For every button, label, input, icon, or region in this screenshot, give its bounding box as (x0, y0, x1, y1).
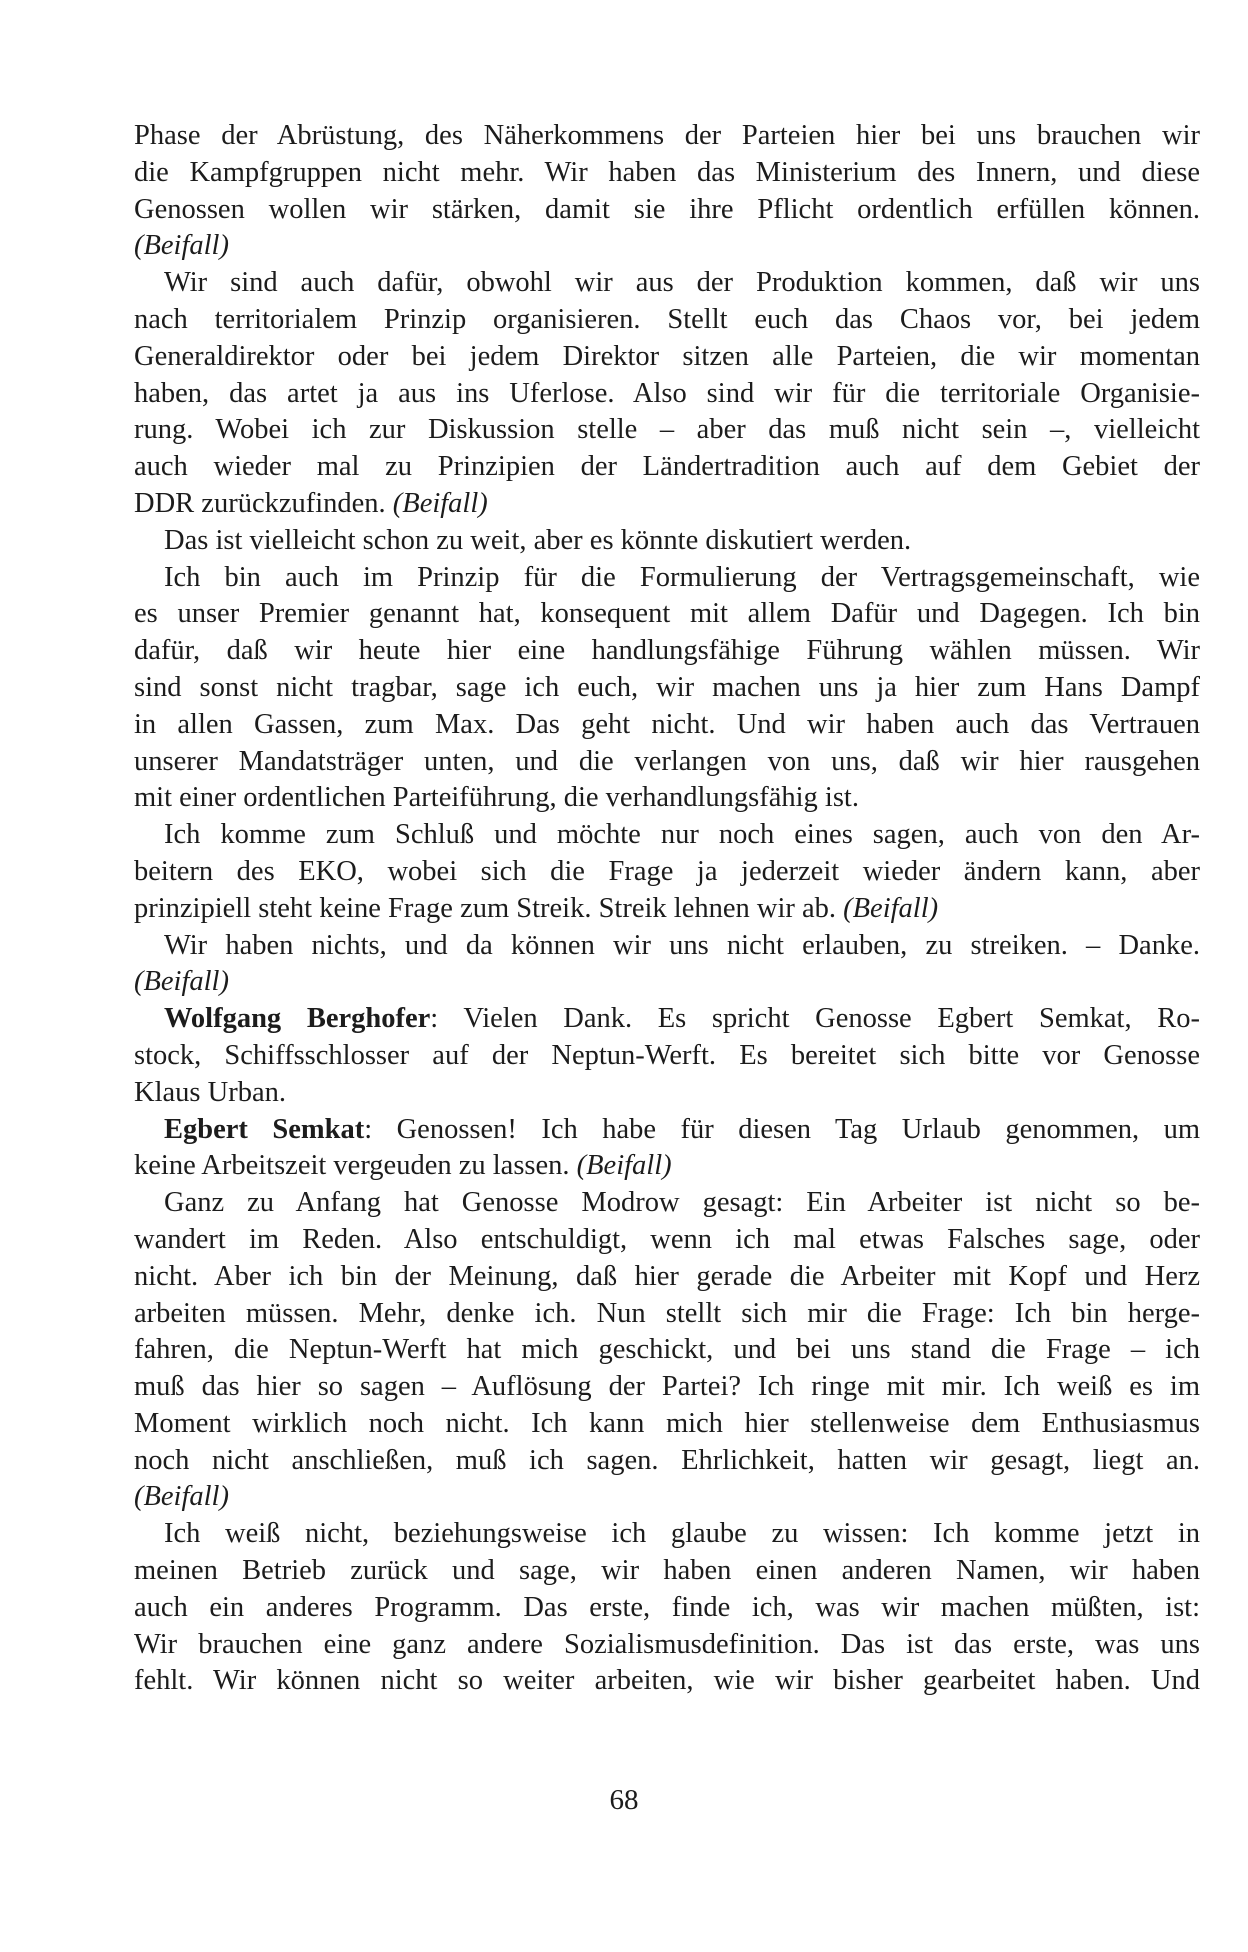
line-text: muß das hier so sagen – Auflösung der Partei? Ich ringe mit mir. Ich weiß es im (134, 1371, 1200, 1403)
text-line (134, 339, 1200, 376)
text-line (134, 707, 1200, 744)
line-text: Wir haben nichts, und da können wir uns nicht erlauben, zu streiken. – Danke. (164, 929, 1200, 961)
text-line (134, 118, 1200, 155)
text-line (134, 964, 1200, 1001)
text-line (134, 155, 1200, 192)
line-text: : Vielen Dank. Es spricht Genosse Egbert Semkat, Ro- (430, 1003, 1200, 1035)
line-text: mit einer ordentlichen Parteiführung, die verhandlungsfähig ist. (134, 782, 859, 814)
text-line (134, 1553, 1200, 1590)
line-text: nicht. Aber ich bin der Meinung, daß hier gerade die Arbeiter mit Kopf und Herz (134, 1260, 1200, 1292)
text-line (134, 412, 1200, 449)
applause-note: (Beifall) (576, 1150, 672, 1182)
line-text: fehlt. Wir können nicht so weiter arbeiten, wie wir bisher gearbeitet haben. Und (134, 1665, 1200, 1697)
text-line (134, 817, 1200, 854)
text-line (134, 744, 1200, 781)
text-line (134, 1590, 1200, 1627)
line-text: beitern des EKO, wobei sich die Frage ja jederzeit wieder ändern kann, aber (134, 855, 1200, 887)
text-line (134, 376, 1200, 413)
line-text: Klaus Urban. (134, 1076, 286, 1108)
line-text: Wir brauchen eine ganz andere Sozialismusdefinition. Das ist das erste, was uns (134, 1628, 1200, 1660)
text-line (134, 1001, 1200, 1038)
line-text: Moment wirklich noch nicht. Ich kann mich hier stellenweise dem Enthusiasmus (134, 1407, 1200, 1439)
line-text: es unser Premier genannt hat, konsequent mit allem Dafür und Dagegen. Ich bin (134, 598, 1200, 630)
document-body (134, 118, 1200, 1700)
text-line (134, 449, 1200, 486)
line-text: stock, Schiffsschlosser auf der Neptun-Werft. Es bereitet sich bitte vor Genosse (134, 1039, 1200, 1071)
line-text: arbeiten müssen. Mehr, denke ich. Nun stellt sich mir die Frage: Ich bin herge- (134, 1297, 1200, 1329)
line-text: Phase der Abrüstung, des Näherkommens der Parteien hier bei uns brauchen wir (134, 120, 1200, 151)
line-text: auch wieder mal zu Prinzipien der Ländertradition auch auf dem Gebiet der (134, 451, 1200, 483)
speaker-name: Wolfgang Berghofer (164, 1003, 431, 1035)
text-line (134, 228, 1200, 265)
text-line (134, 1332, 1200, 1369)
line-text: Wir sind auch dafür, obwohl wir aus der Produktion kommen, daß wir uns (164, 267, 1200, 299)
text-line (134, 1443, 1200, 1480)
text-line (134, 1259, 1200, 1296)
text-line (134, 633, 1200, 670)
applause-note: (Beifall) (843, 892, 939, 924)
line-text: Das ist vielleicht schon zu weit, aber es könnte diskutiert werden. (164, 524, 912, 556)
line-text: haben, das artet ja aus ins Uferlose. Also sind wir für die territoriale Organisie- (134, 377, 1200, 409)
speaker-name: Egbert Semkat (164, 1113, 365, 1145)
line-text: Ganz zu Anfang hat Genosse Modrow gesagt: Ein Arbeiter ist nicht so be- (164, 1187, 1200, 1219)
line-text: sind sonst nicht tragbar, sage ich euch, wir machen uns ja hier zum Hans Dampf (134, 671, 1200, 703)
text-line (134, 486, 1200, 523)
text-line (134, 1296, 1200, 1333)
text-line (134, 854, 1200, 891)
text-line (134, 1075, 1200, 1112)
line-text: unserer Mandatsträger unten, und die verlangen von uns, daß wir hier rausgehen (134, 745, 1200, 777)
line-text: in allen Gassen, zum Max. Das geht nicht. Und wir haben auch das Vertrauen (134, 708, 1200, 740)
text-line (134, 265, 1200, 302)
line-text: fahren, die Neptun-Werft hat mich geschickt, und bei uns stand die Frage – ich (134, 1334, 1200, 1366)
line-text: Ich weiß nicht, beziehungsweise ich glaube zu wissen: Ich komme jetzt in (164, 1518, 1200, 1550)
text-line (134, 1148, 1200, 1185)
text-line (134, 928, 1200, 965)
text-line (134, 670, 1200, 707)
text-line (134, 891, 1200, 928)
line-text: noch nicht anschließen, muß ich sagen. Ehrlichkeit, hatten wir gesagt, liegt an. (134, 1444, 1200, 1476)
applause-note: (Beifall) (134, 230, 229, 262)
text-line (134, 560, 1200, 597)
text-line (134, 1406, 1200, 1443)
text-line (134, 1185, 1200, 1222)
text-line (134, 1516, 1200, 1553)
line-text: prinzipiell steht keine Frage zum Streik. Streik lehnen wir ab. (134, 892, 844, 924)
line-text: keine Arbeitszeit vergeuden zu lassen. (134, 1150, 577, 1182)
line-text: rung. Wobei ich zur Diskussion stelle – aber das muß nicht sein –, vielleicht (134, 414, 1200, 446)
line-text: wandert im Reden. Also entschuldigt, wenn ich mal etwas Falsches sage, oder (134, 1223, 1200, 1255)
line-text: Genossen wollen wir stärken, damit sie ihre Pflicht ordentlich erfüllen können. (134, 193, 1200, 225)
line-text: die Kampfgruppen nicht mehr. Wir haben das Ministerium des Innern, und diese (134, 156, 1200, 188)
page-number: 68 (609, 1784, 639, 1816)
line-text: nach territorialem Prinzip organisieren. Stellt euch das Chaos vor, bei jedem (134, 303, 1200, 335)
line-text: : Genossen! Ich habe für diesen Tag Urlaub genommen, um (364, 1113, 1200, 1145)
text-line (134, 1479, 1200, 1516)
text-line (134, 1222, 1200, 1259)
line-text: meinen Betrieb zurück und sage, wir haben einen anderen Namen, wir haben (134, 1555, 1200, 1587)
text-line (134, 1112, 1200, 1149)
line-text: Ich komme zum Schluß und möchte nur noch eines sagen, auch von den Ar- (164, 819, 1200, 851)
line-text: Generaldirektor oder bei jedem Direktor sitzen alle Parteien, die wir momentan (134, 340, 1200, 372)
text-line (134, 302, 1200, 339)
text-line (134, 1663, 1200, 1700)
line-text: dafür, daß wir heute hier eine handlungsfähige Führung wählen müssen. Wir (134, 635, 1200, 667)
text-line (134, 596, 1200, 633)
text-line (134, 780, 1200, 817)
text-line (134, 1369, 1200, 1406)
text-line (134, 192, 1200, 229)
applause-note: (Beifall) (134, 1481, 229, 1513)
line-text: DDR zurückzufinden. (134, 487, 393, 519)
applause-note: (Beifall) (134, 966, 229, 998)
applause-note: (Beifall) (392, 487, 488, 519)
text-line (134, 1627, 1200, 1664)
line-text: auch ein anderes Programm. Das erste, finde ich, was wir machen müßten, ist: (134, 1591, 1200, 1623)
text-line (134, 1038, 1200, 1075)
line-text: Ich bin auch im Prinzip für die Formulierung der Vertragsgemeinschaft, wie (164, 561, 1200, 593)
text-line (134, 523, 1200, 560)
